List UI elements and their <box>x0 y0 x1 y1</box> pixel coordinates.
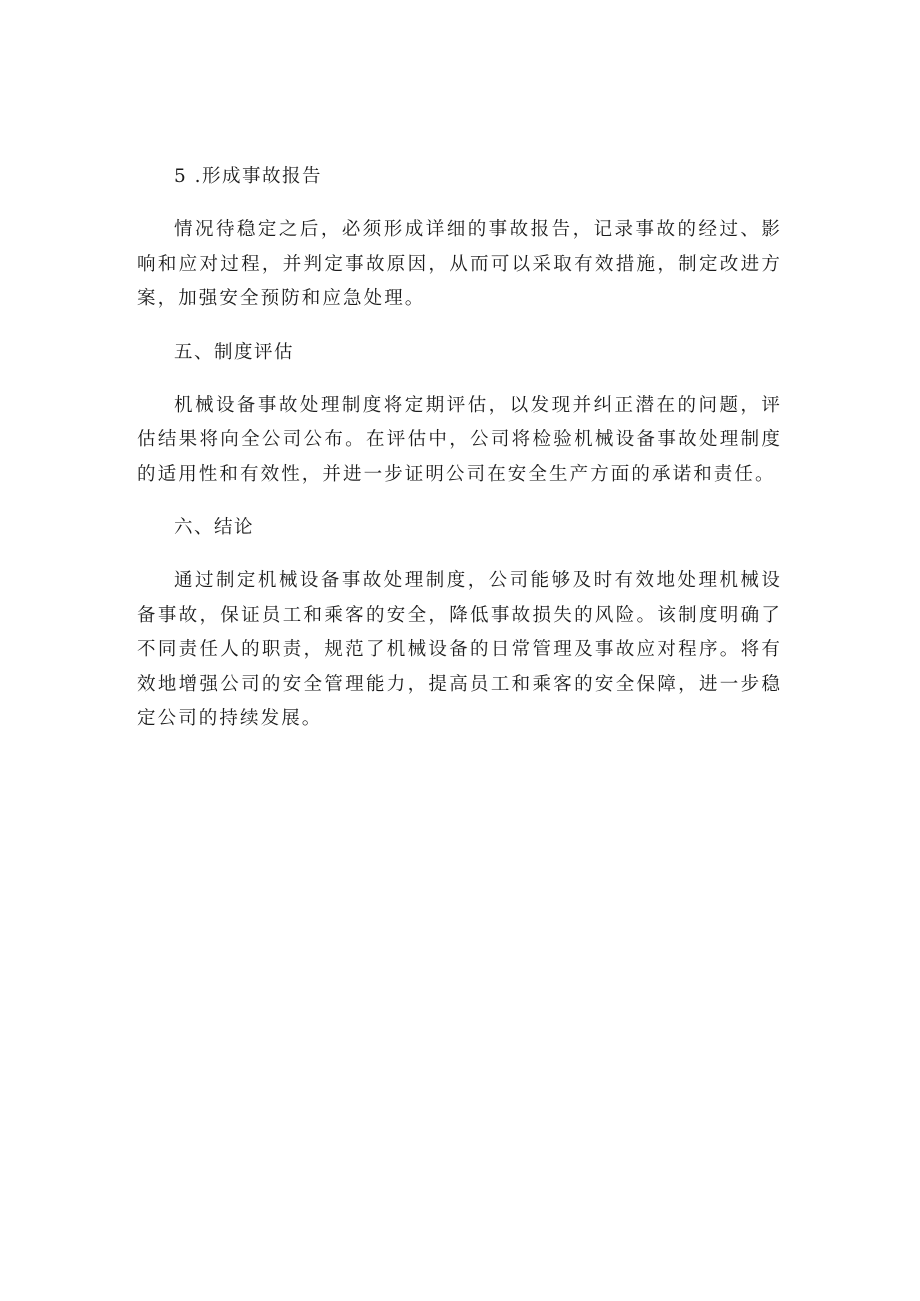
section-paragraph-report: 情况待稳定之后，必须形成详细的事故报告，记录事故的经过、影响和应对过程，并判定事故原因，从而可以采取有效措施，制定改进方案，加强安全预防和应急处理。 <box>137 219 782 309</box>
section-heading-report: 5 .形成事故报告 <box>174 166 323 187</box>
section-heading-conclusion: 六、结论 <box>174 517 255 538</box>
section-paragraph-conclusion: 通过制定机械设备事故处理制度，公司能够及时有效地处理机械设备事故，保证员工和乘客的安全，降低事故损失的风险。该制度明确了不同责任人的职责，规范了机械设备的日常管理及事故应对程序。将有效地增强公司的安全管理能力，提高员工和乘客的安全保障，进一步稳定公司的持续发展。 <box>137 570 782 729</box>
document-body <box>137 160 782 756</box>
section-heading-evaluation: 五、制度评估 <box>174 341 295 363</box>
section-paragraph-evaluation: 机械设备事故处理制度将定期评估，以发现并纠正潜在的问题，评估结果将向全公司公布。在评估中，公司将检验机械设备事故处理制度的适用性和有效性，并进一步证明公司在安全生产方面的承诺和责任。 <box>137 394 782 485</box>
